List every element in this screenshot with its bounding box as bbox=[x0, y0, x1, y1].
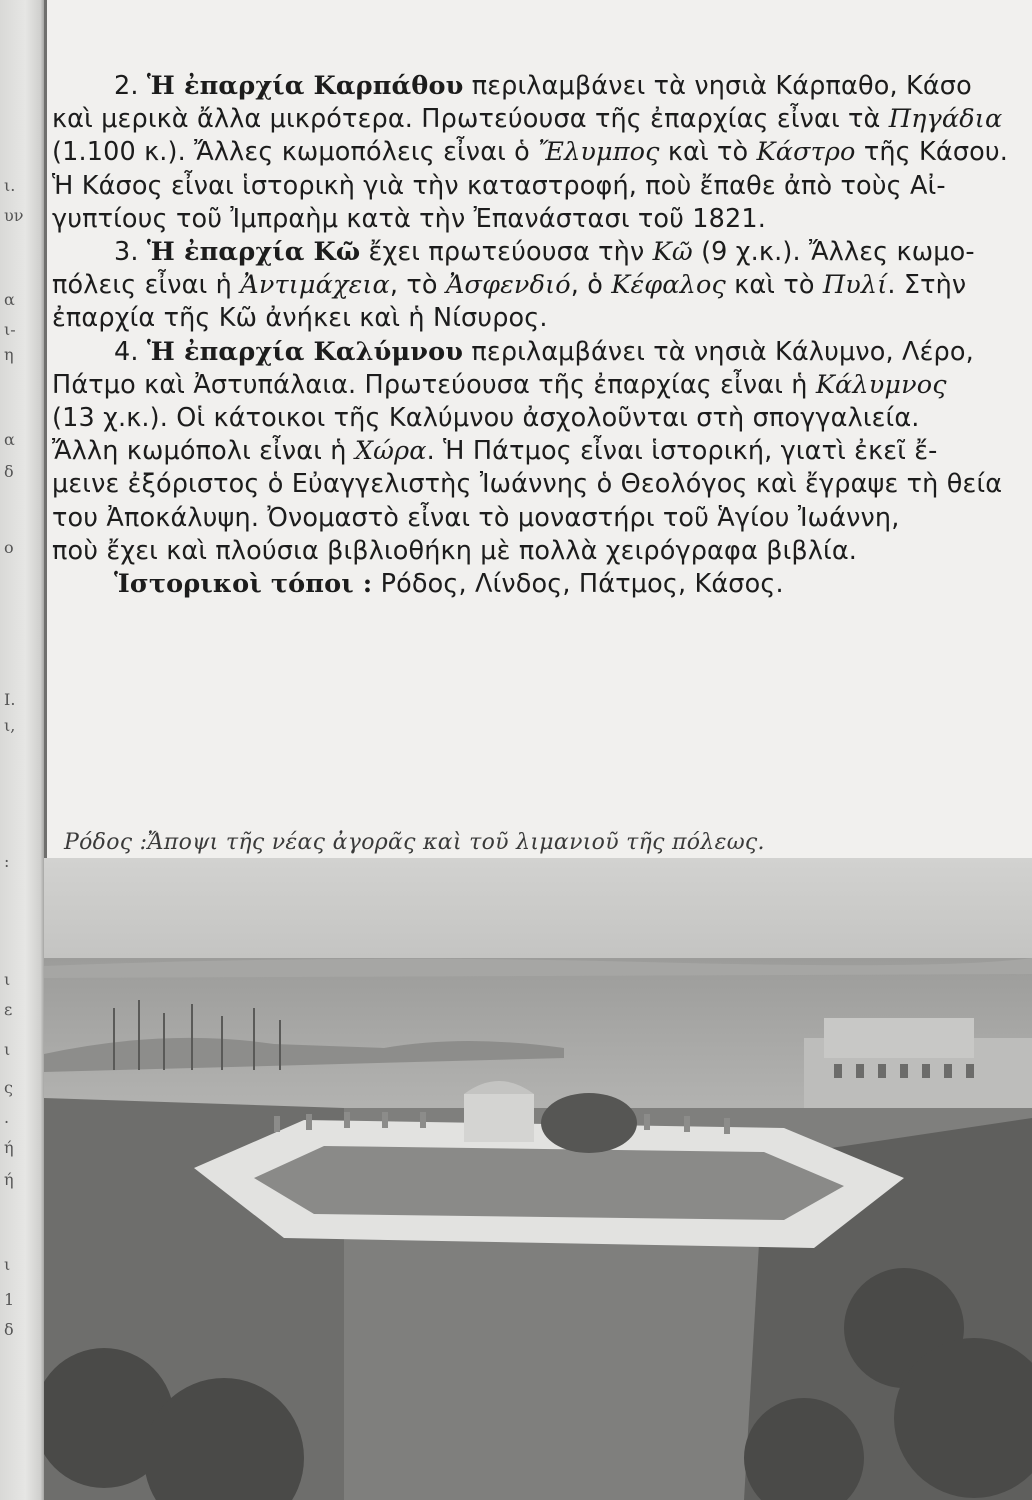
p4-line-7: ποὺ ἔχει καὶ πλούσια βιβλιοθήκη μὲ πολλὰ χειρόγραφα βιβλία. bbox=[52, 535, 858, 566]
p3-line-3: ἐπαρχία τῆς Κῶ ἀνήκει καὶ ἡ Νίσυρος. bbox=[52, 303, 548, 334]
place-elympos: Ἔλυμπος bbox=[538, 137, 660, 168]
p3-line-1-end: (9 χ.κ.). Ἄλλες κωμο- bbox=[692, 237, 975, 268]
place-ko: Κῶ bbox=[652, 237, 693, 268]
p3-sep-2: , ὁ bbox=[570, 270, 612, 301]
p4-line-4-text: Ἄλλη κωμόπολι εἶναι ἡ bbox=[52, 436, 355, 467]
place-kastro: Κάστρο bbox=[756, 137, 856, 168]
p2-line-1-text: περιλαμβάνει τὰ νησιὰ Κάρπαθο, Κάσο bbox=[463, 71, 972, 101]
photo-caption: Ρόδος :Ἄποψι τῆς νέας ἀγορᾶς καὶ τοῦ λιμανιοῦ τῆς πόλεως. bbox=[64, 830, 765, 855]
p2-line-3-end: τῆς Κάσου. bbox=[855, 137, 1009, 168]
place-chora: Χώρα bbox=[354, 436, 427, 467]
historic-places-list: Ρόδος, Λίνδος, Πάτμος, Κάσος. bbox=[372, 569, 784, 600]
p2-line-3-text: (1.100 κ.). Ἄλλες κωμοπόλεις εἶναι ὁ bbox=[52, 137, 539, 168]
rhodes-harbor-photo bbox=[44, 858, 1032, 1500]
facing-page-bleed: ι. υν α ι- η α δ ο Ι. ι, : ι ε ι ς . ή ή ι 1 δ bbox=[4, 176, 24, 1339]
p2-number: 2. bbox=[114, 71, 147, 101]
place-asfendio: Ἀσφενδιό bbox=[445, 270, 571, 301]
p2-line-3 bbox=[52, 136, 1009, 169]
p4-heading: Ἡ ἐπαρχία Καλύμνου bbox=[146, 336, 464, 367]
p4-line-4-end: . Ἡ Πάτμος εἶναι ἱστορική, γιατὶ ἐκεῖ ἔ- bbox=[426, 436, 938, 467]
p2-line-2-text: καὶ μερικὰ ἄλλα μικρότερα. Πρωτεύουσα τῆς ἐπαρχίας εἶναι τὰ bbox=[52, 104, 889, 135]
p3-sep-1: , τὸ bbox=[389, 270, 446, 301]
body-text bbox=[52, 70, 1009, 601]
place-kalymnos: Κάλυμνος bbox=[815, 369, 947, 400]
p2-line-5: γυπτίους τοῦ Ἰμπραὴμ κατὰ τὴν Ἐπανάστασι τοῦ 1821. bbox=[52, 203, 767, 234]
place-pyli: Πυλί bbox=[822, 270, 888, 301]
p4-line-3: (13 χ.κ.). Οἱ κάτοικοι τῆς Καλύμνου ἀσχολοῦνται στὴ σπογγαλιεία. bbox=[52, 403, 920, 434]
place-antimacheia: Ἀντιμάχεια bbox=[240, 270, 390, 301]
p4-line-2 bbox=[52, 369, 1002, 402]
p4-line-1 bbox=[52, 336, 1002, 369]
p4-line-1-text: περιλαμβάνει τὰ νησιὰ Κάλυμνο, Λέρο, bbox=[463, 336, 974, 367]
p4-line-5: μεινε ἐξόριστος ὁ Εὐαγγελιστὴς Ἰωάννης ὁ Θεολόγος καὶ ἔγραψε τὴ θεία bbox=[52, 469, 1003, 500]
place-pigadia: Πηγάδια bbox=[888, 104, 1003, 135]
historic-places-line bbox=[52, 568, 1002, 601]
p3-line-1 bbox=[52, 236, 1002, 269]
p3-line-1-text: ἔχει πρωτεύουσα τὴν bbox=[360, 237, 653, 268]
p2-line-2 bbox=[52, 103, 1002, 136]
p4-line-6: του Ἀποκάλυψη. Ὀνομαστὸ εἶναι τὸ μοναστήρι τοῦ Ἁγίου Ἰωάννη, bbox=[52, 502, 900, 533]
p3-line-2-text: πόλεις εἶναι ἡ bbox=[52, 270, 241, 301]
p4-line-4 bbox=[52, 435, 1002, 468]
p4-line-2-text: Πάτμο καὶ Ἀστυπάλαια. Πρωτεύουσα τῆς ἐπαρχίας εἶναι ἡ bbox=[52, 369, 816, 400]
p2-line-4: Ἡ Κάσος εἶναι ἱστορικὴ γιὰ τὴν καταστροφή, ποὺ ἔπαθε ἀπὸ τοὺς Αἰ- bbox=[52, 170, 946, 201]
p3-line-2 bbox=[52, 269, 1002, 302]
p4-number: 4. bbox=[114, 336, 147, 367]
p2-line-1 bbox=[52, 70, 1002, 103]
p3-number: 3. bbox=[114, 237, 147, 268]
p2-heading: Ἡ ἐπαρχία Καρπάθου bbox=[146, 71, 464, 101]
place-kefalos: Κέφαλος bbox=[611, 270, 726, 301]
historic-places-label: Ἱστορικοὶ τόποι : bbox=[114, 569, 373, 600]
p3-heading: Ἡ ἐπαρχία Κῶ bbox=[146, 237, 361, 268]
p3-sep-3: καὶ τὸ bbox=[725, 270, 823, 301]
p3-line-2-end: . Στὴν bbox=[887, 270, 967, 301]
p2-line-3-mid: καὶ τὸ bbox=[659, 137, 757, 168]
harbor-illustration bbox=[44, 858, 1032, 1500]
